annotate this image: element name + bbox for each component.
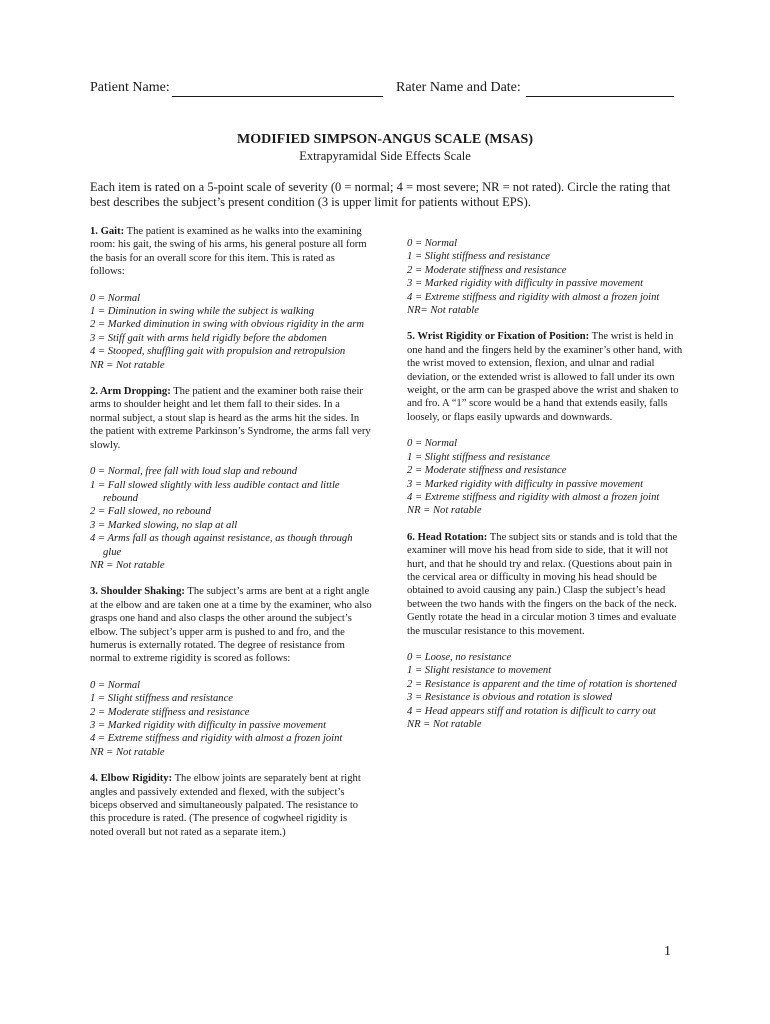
rating-option[interactable]: 4 = Extreme stiffness and rigidity with almost a frozen joint [90,733,343,745]
item-heading: 3. Shoulder Shaking: [90,586,185,598]
rating-option[interactable]: 4 = Stooped, shuffling gait with propulsion and retropulsion [90,346,346,358]
item-text: The patient is examined as he walks into the examining room: his gait, the swing of his arms, his general posture all form the basis for an overall score for this item. This is rated as follows: [90,226,367,278]
rating-option[interactable]: 4 = Extreme stiffness and rigidity with almost a frozen joint [407,491,660,503]
item-text: The subject’s arms are bent at a right angle at the elbow and are taken one at a time by the examiner, who also grasps one hand and also clasps the other around the subject’s elbow. The subject’s upper arm is pushed to and fro, and the humerus is externally rotated. The degree of resistance from normal to extreme rigidity is scored as follows: [90,586,372,665]
item-description [90,225,372,279]
rating-option[interactable]: 4 = Arms fall as though against resistance, as though through glue [90,533,353,558]
rating-option[interactable]: 2 = Moderate stiffness and resistance [407,264,567,276]
rating-option[interactable]: 3 = Marked rigidity with difficulty in passive movement [90,720,327,731]
left-column [90,225,372,839]
rating-option[interactable]: 1 = Slight resistance to movement [407,665,552,677]
right-column [407,237,687,744]
header-line [90,80,690,100]
page-number: 1 [664,944,671,959]
item-head-rotation [407,531,687,732]
rating-option[interactable]: NR = Not ratable [90,559,165,571]
rating-option[interactable]: 0 = Normal [407,238,458,249]
rating-option[interactable]: 1 = Slight stiffness and resistance [90,693,233,705]
item-heading: 4. Elbow Rigidity: [90,773,173,785]
rating-option[interactable]: 4 = Extreme stiffness and rigidity with almost a frozen joint [407,291,660,303]
rating-option[interactable]: NR = Not ratable [90,359,165,371]
item-gait [90,225,372,372]
rating-option[interactable]: 2 = Resistance is apparent and the time of rotation is shortened [407,678,677,690]
item-wrist-rigidity [407,330,687,517]
item-text: The wrist is held in one hand and the fingers held by the examiner’s other hand, with the wrist moved to extension, flexion, and ulnar and radial deviation, or the extended wrist is allowed to fall under its own weight, or the arm can be grasped above the wrist and shaken to and fro. A “1” score would be a hand that extends easily, falls loosely, or flaps easily upwards and downwards. [407,331,683,423]
rater-name-date-blank[interactable] [526,96,674,97]
rating-option[interactable]: 1 = Diminution in swing while the subject is walking [90,306,315,318]
item-heading: 5. Wrist Rigidity or Fixation of Position: [407,331,590,343]
rating-option[interactable]: NR = Not ratable [90,746,165,758]
rating-option[interactable]: 3 = Marked rigidity with difficulty in passive movement [407,278,644,290]
rating-option[interactable]: 3 = Resistance is obvious and rotation is slowed [407,692,613,704]
instructions-paragraph: Each item is rated on a 5-point scale of severity (0 = normal; 4 = most severe; NR = not rated). Circle the rating that best describes the subject’s present condition (3 is upper limit for patients without EPS). [90,180,671,209]
item-elbow-rigidity-options [407,237,687,317]
rating-option[interactable]: NR = Not ratable [407,719,482,730]
document-title: MODIFIED SIMPSON-ANGUS SCALE (MSAS) [237,132,533,147]
item-description [90,772,372,839]
rater-name-date-label: Rater Name and Date: [396,80,521,95]
item-heading: 1. Gait: [90,226,125,237]
item-shoulder-shaking [90,585,372,759]
rating-option[interactable]: 4 = Head appears stiff and rotation is difficult to carry out [407,705,656,717]
rating-option[interactable]: 0 = Normal [90,679,141,691]
rating-option[interactable]: 1 = Fall slowed slightly with less audible contact and little rebound [90,479,340,504]
rating-option[interactable]: 0 = Normal, free fall with loud slap and rebound [90,466,298,478]
rating-option[interactable]: 2 = Marked diminution in swing with obvious rigidity in the arm [90,319,365,331]
item-heading: 2. Arm Dropping: [90,386,171,398]
rating-options [90,292,372,372]
rating-option[interactable]: 0 = Normal [90,292,141,304]
patient-name-blank[interactable] [172,96,383,97]
item-text: The patient and the examiner both raise their arms to shoulder height and let them fall to their sides. In a normal subject, a stout slap is heard as the arms hit the sides. In the patient with extreme Parkinson’s Syndrome, the arms fall very slowly. [90,386,371,451]
item-arm-dropping [90,385,372,572]
rating-option[interactable]: NR= Not ratable [407,305,479,317]
rating-options [90,465,372,572]
document-subtitle: Extrapyramidal Side Effects Scale [299,149,471,163]
rating-options [407,651,687,731]
item-description [90,585,372,665]
item-heading: 6. Head Rotation: [407,531,488,543]
rating-option[interactable]: 0 = Normal [407,438,458,450]
rating-option[interactable]: 2 = Moderate stiffness and resistance [407,465,567,477]
rating-options [407,237,687,317]
rating-option[interactable]: 1 = Slight stiffness and resistance [407,451,550,463]
rating-option[interactable]: 3 = Marked slowing, no slap at all [90,519,238,531]
rating-options [90,679,372,759]
item-text: The elbow joints are separately bent at right angles and passively extended and flexed, with the subject’s biceps observed and simultaneously palpated. The resistance to this procedure is rated. (The presence of cogwheel rigidity is noted overall but not rated as a separate item.) [90,773,361,838]
rating-option[interactable]: 2 = Moderate stiffness and resistance [90,706,250,718]
item-elbow-rigidity [90,772,372,839]
rating-option[interactable]: 3 = Stiff gait with arms held rigidly before the abdomen [90,332,327,344]
item-description [407,531,687,638]
rating-option[interactable]: 1 = Slight stiffness and resistance [407,251,550,263]
rating-option[interactable]: 2 = Fall slowed, no rebound [90,506,211,518]
rating-option[interactable]: 0 = Loose, no resistance [407,651,512,663]
patient-name-label: Patient Name: [90,80,170,95]
rating-options [407,437,687,517]
rating-option[interactable]: 3 = Marked rigidity with difficulty in passive movement [407,478,644,490]
rating-option[interactable]: NR = Not ratable [407,505,482,517]
item-text: The subject sits or stands and is told that the examiner will move his head from side to side, that it will not hurt, and that he should try and relax. (Questions about pain in the cervical area or difficulty in moving his head should be obtained to avoid causing any pain.) Clasp the subject’s head between the two hands with the fingers on the back of the neck. Gently rotate the head in a circular motion 3 times and evaluate the muscular resistance to this movement. [407,531,678,637]
item-description [90,385,372,452]
item-description [407,330,687,424]
